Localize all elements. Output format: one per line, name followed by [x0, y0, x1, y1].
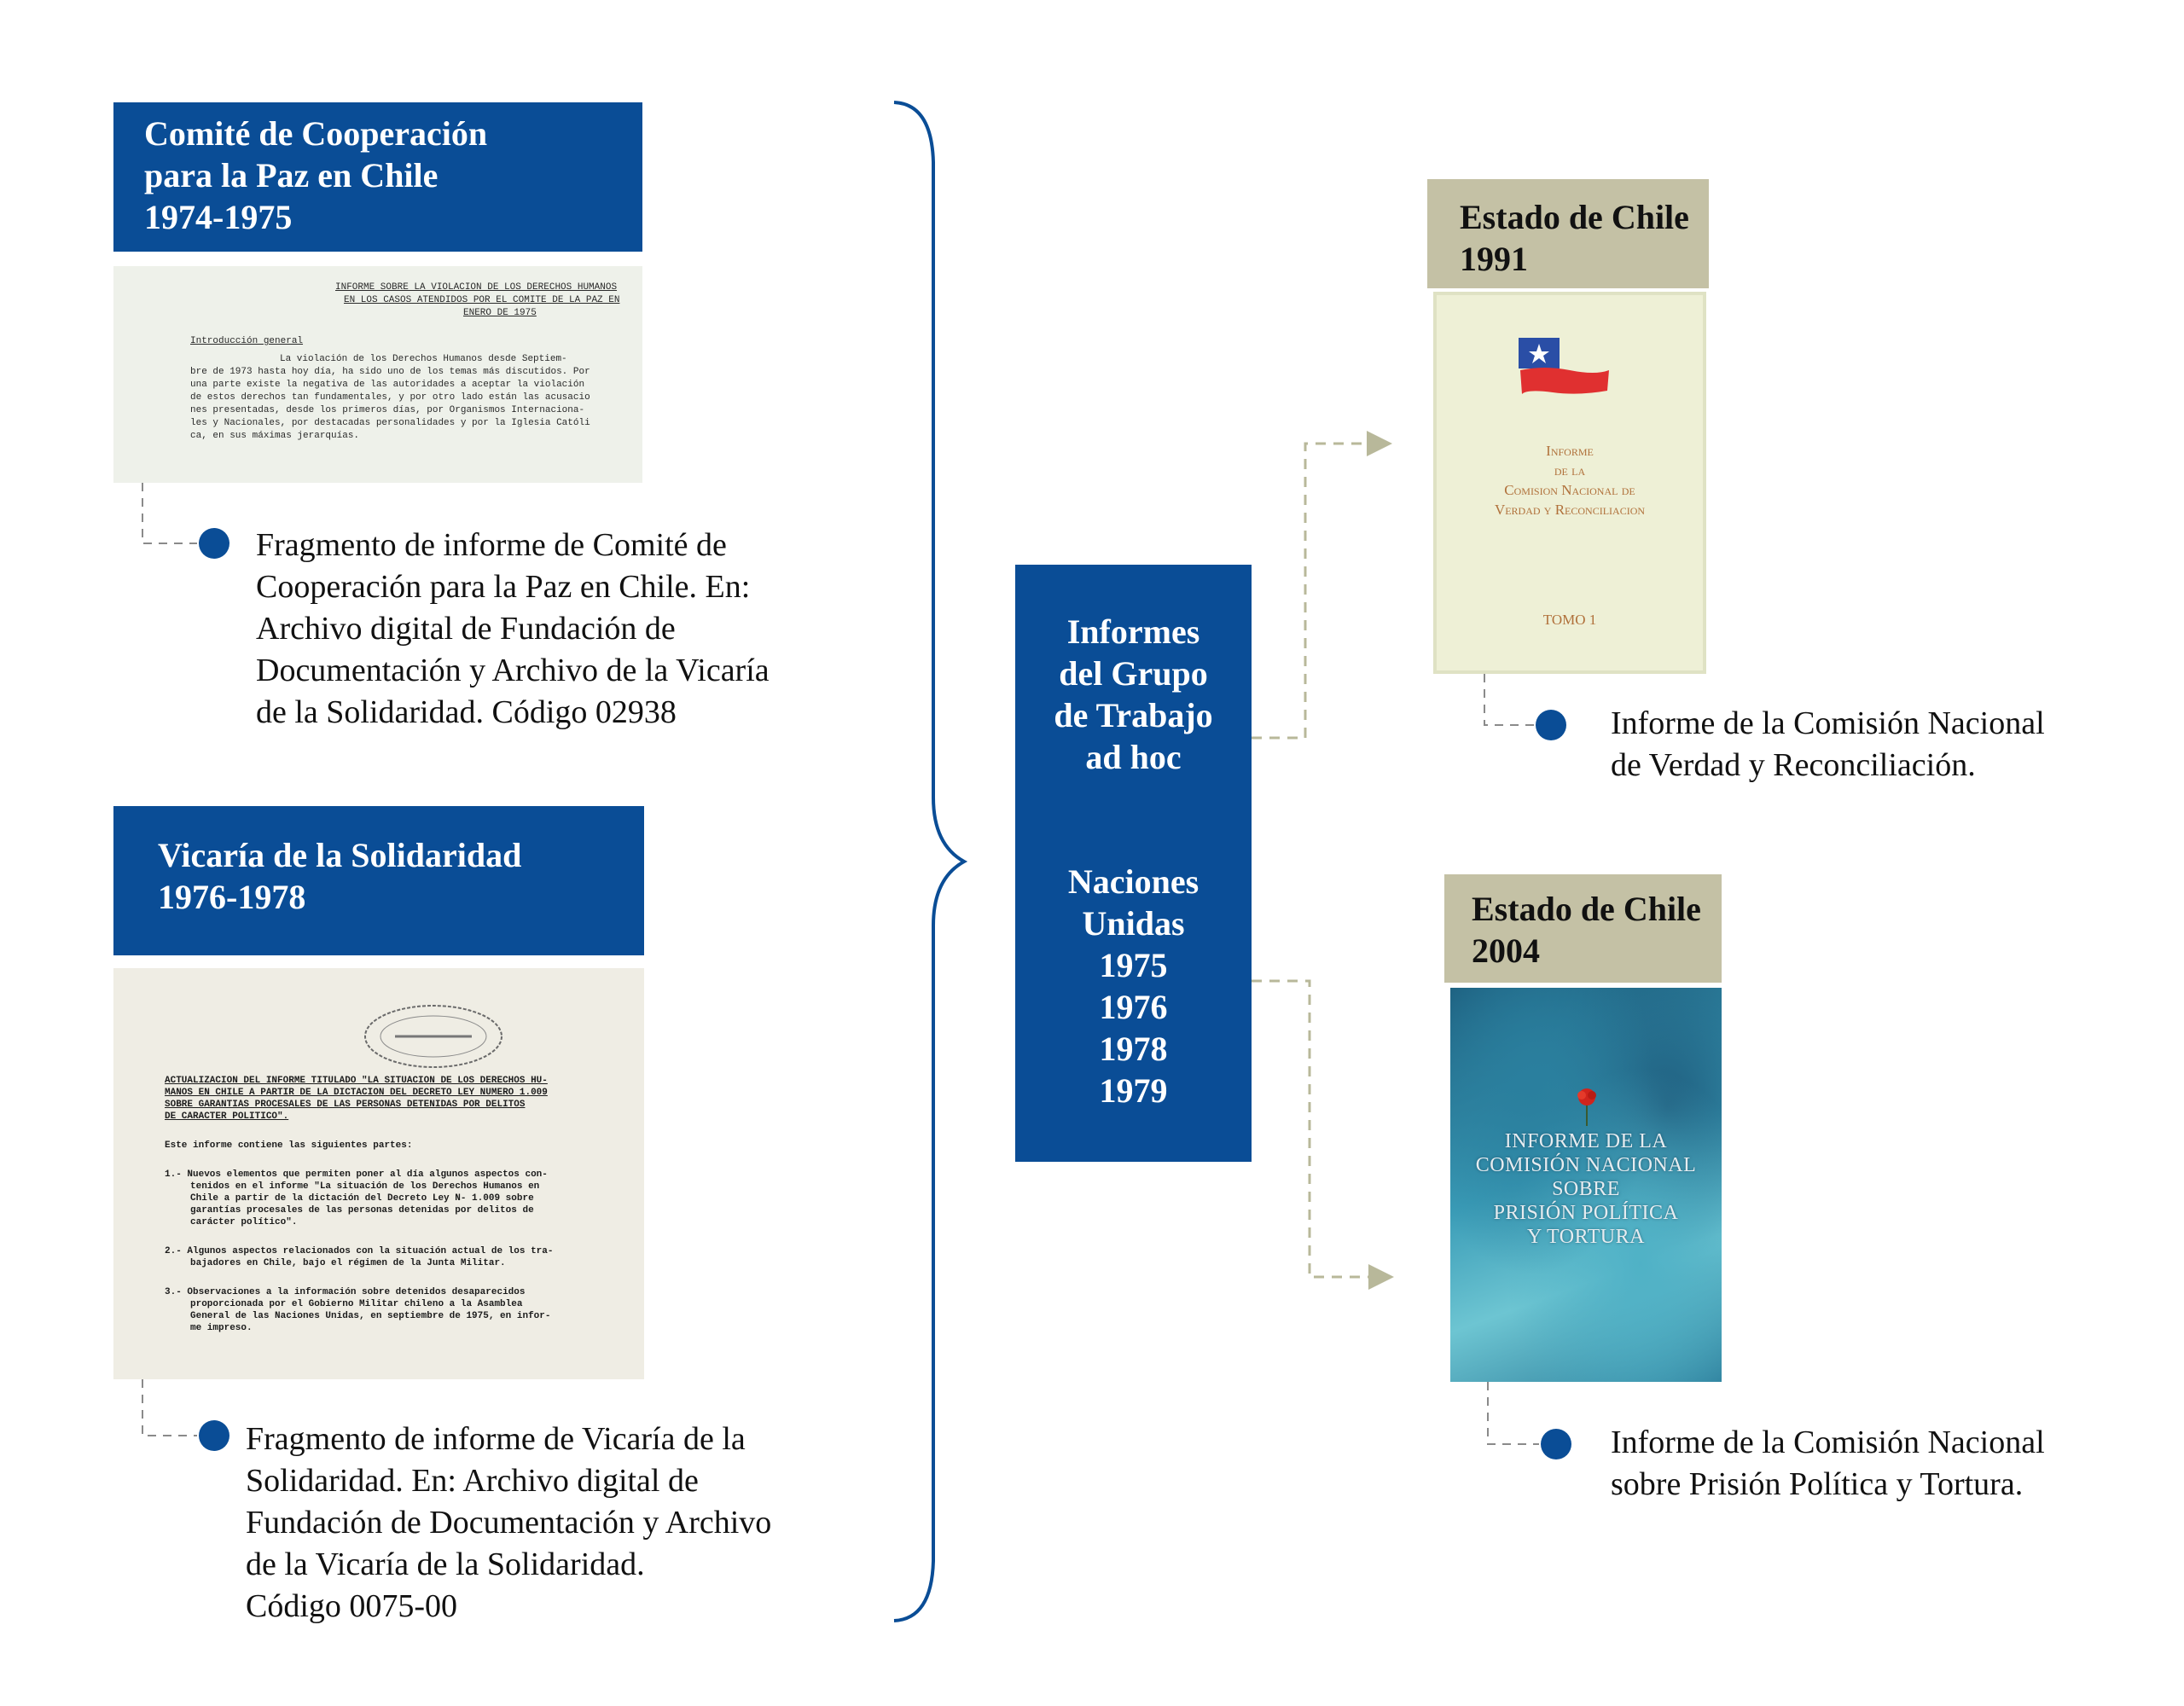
cover-title-line: INFORME DE LA [1504, 1130, 1668, 1152]
doc-item-line: me impreso. [190, 1323, 253, 1333]
cover-title-line: Verdad y Reconciliacion [1494, 502, 1646, 518]
cover-title-line: COMISIÓN NACIONAL [1475, 1154, 1697, 1176]
caption-line: Documentación y Archivo de la Vicaría [256, 653, 770, 688]
center-title-line: del Grupo [1059, 654, 1208, 693]
doc-title-line: INFORME SOBRE LA VIOLACION DE LOS DERECHOS HUMANOS [335, 282, 618, 293]
caption-line: de la Solidaridad. Código 02938 [256, 694, 677, 730]
header-estado-chile-1991 [1427, 179, 1709, 288]
cover-title [1450, 1129, 1722, 1249]
cover-title-line: de la [1554, 462, 1586, 479]
caption-line: Informe de la Comisión Nacional [1611, 1425, 2045, 1460]
doc-title-line: ACTUALIZACION DEL INFORME TITULADO "LA SITUACION DE LOS DERECHOS HU- [165, 1076, 548, 1086]
doc-title-line: ENERO DE 1975 [463, 308, 537, 318]
doc-item-line: garantías procesales de las personas detenidas por delitos de [190, 1205, 534, 1216]
cover-volume: TOMO 1 [1542, 612, 1597, 628]
center-year: 1976 [1099, 988, 1168, 1026]
cover-title-line: Comision Nacional de [1504, 482, 1635, 498]
doc-title-line: EN LOS CASOS ATENDIDOS POR EL COMITE DE LA PAZ EN [344, 295, 620, 305]
doc-line: una parte existe la negativa de las autoridades a aceptar la violación [190, 380, 585, 390]
header-line: Estado de Chile [1460, 198, 1689, 236]
caption-line: Fragmento de informe de Vicaría de la [246, 1421, 746, 1457]
cover-title-line: PRISIÓN POLÍTICA [1493, 1202, 1679, 1224]
doc-line: bre de 1973 hasta hoy día, ha sido uno de los temas más discutidos. Por [190, 367, 590, 377]
center-title-line: Informes [1066, 612, 1200, 651]
doc-line: La violación de los Derechos Humanos desde Septiem- [280, 354, 567, 364]
caption-line: de Verdad y Reconciliación. [1611, 747, 1976, 783]
caption-line: Fundación de Documentación y Archivo [246, 1505, 772, 1541]
cover-title-line: Y TORTURA [1527, 1226, 1645, 1248]
cover-title-line: SOBRE [1552, 1178, 1620, 1200]
doc-line: ca, en sus máximas jerarquías. [190, 431, 360, 441]
doc-item-line: 3.- Observaciones a la información sobre detenidos desaparecidos [165, 1287, 526, 1297]
header-line: 1974-1975 [144, 198, 293, 236]
doc-line: de estos derechos tan fundamentales, y por otro lado están las acusacio [190, 392, 590, 403]
curly-brace [894, 102, 964, 1621]
doc-title-line: MANOS EN CHILE A PARTIR DE LA DICTACION DEL DECRETO LEY NUMERO 1.009 [165, 1088, 548, 1098]
caption-line: de la Vicaría de la Solidaridad. [246, 1546, 645, 1582]
caption-verdad-reconciliacion [1611, 703, 2045, 786]
header-line: Estado de Chile [1472, 890, 1701, 928]
chile-flag-icon [1519, 336, 1612, 404]
center-title-line: ad hoc [1085, 738, 1182, 776]
caption-line: Fragmento de informe de Comité de [256, 527, 727, 563]
doc-item-line: bajadores en Chile, bajo el régimen de la Junta Militar. [190, 1258, 506, 1268]
doc-line: les y Nacionales, por destacadas personalidades y por la Iglesia Católi [190, 418, 590, 428]
doc-item-line: carácter político". [190, 1217, 298, 1227]
doc-intro: Este informe contiene las siguientes partes: [165, 1140, 413, 1151]
cover-informe-prision-politica [1450, 988, 1722, 1382]
doc-item-line: Chile a partir de la dictación del Decreto Ley N- 1.009 sobre [190, 1193, 534, 1204]
bullet-dot [1536, 710, 1566, 740]
caption-prision-politica [1611, 1422, 2045, 1506]
doc-title-line: DE CARACTER POLITICO". [165, 1111, 289, 1122]
center-subtitle-line: Unidas [1082, 904, 1185, 943]
caption-line: Solidaridad. En: Archivo digital de [246, 1463, 699, 1499]
doc-item-line: 1.- Nuevos elementos que permiten poner al día algunos aspectos con- [165, 1169, 548, 1180]
header-line: 1976-1978 [158, 878, 306, 916]
doc-item-line: General de las Naciones Unidas, en septiembre de 1975, en infor- [190, 1311, 551, 1321]
doc-title-line: SOBRE GARANTIAS PROCESALES DE LAS PERSONAS DETENIDAS POR DELITOS [165, 1100, 526, 1110]
header-line: 1991 [1460, 240, 1528, 278]
bullet-dot [1541, 1429, 1571, 1459]
caption-line: Archivo digital de Fundación de [256, 611, 676, 647]
center-subtitle-line: Naciones [1067, 862, 1199, 901]
header-line: Comité de Cooperación [144, 114, 488, 153]
center-box-naciones-unidas [1015, 565, 1252, 1162]
caption-line: Código 0075-00 [246, 1588, 458, 1624]
caption-line: Informe de la Comisión Nacional [1611, 705, 2045, 741]
doc-intro: Introducción general [190, 336, 304, 346]
doc-line: nes presentadas, desde los primeros días, por Organismos Internaciona- [190, 405, 585, 415]
header-line: para la Paz en Chile [144, 156, 439, 194]
doc-item-line: proporcionada por el Gobierno Militar chileno a la Asamblea [190, 1299, 523, 1309]
doc-item-line: tenidos en el informe "La situación de los Derechos Humanos en [190, 1181, 540, 1192]
caption-line: Cooperación para la Paz en Chile. En: [256, 569, 751, 605]
header-line: Vicaría de la Solidaridad [158, 836, 522, 874]
cover-informe-verdad-reconciliacion [1433, 292, 1706, 674]
caption-line: sobre Prisión Política y Tortura. [1611, 1466, 2024, 1502]
carnation-flower-icon [1570, 1085, 1604, 1128]
doc-item-line: 2.- Algunos aspectos relacionados con la situación actual de los tra- [165, 1246, 554, 1256]
center-title-line: de Trabajo [1054, 696, 1213, 734]
center-year: 1979 [1099, 1071, 1168, 1110]
cover-title [1433, 441, 1706, 519]
header-estado-chile-2004 [1444, 874, 1722, 983]
center-year: 1978 [1099, 1030, 1168, 1068]
cover-title-line: Informe [1546, 443, 1594, 459]
header-line: 2004 [1472, 931, 1540, 970]
center-year: 1975 [1099, 946, 1168, 984]
